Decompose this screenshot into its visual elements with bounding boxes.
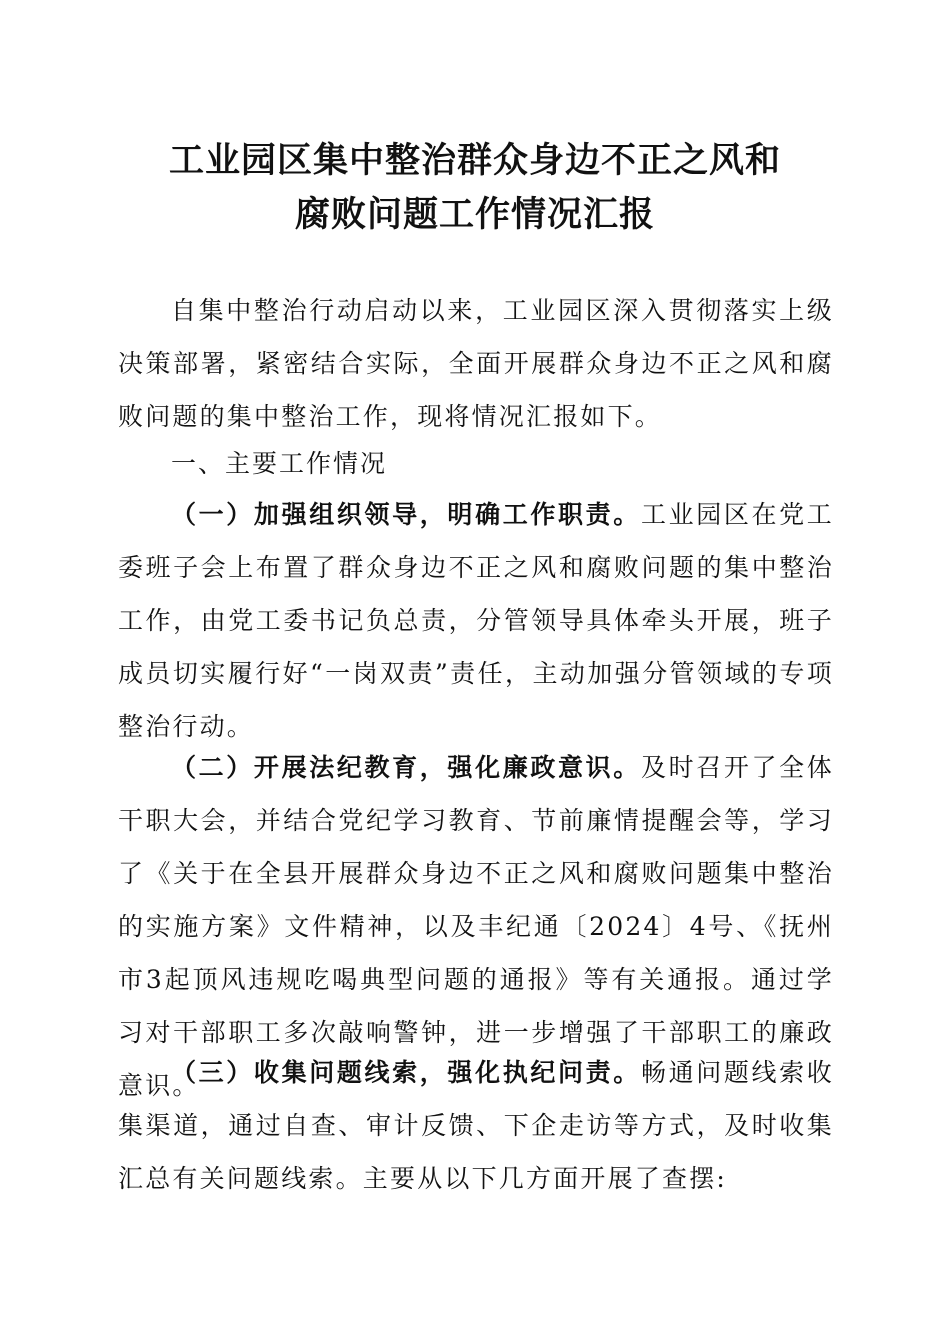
item-3-heading: （三）收集问题线索，强化执纪问责。 [171, 1058, 641, 1087]
item-1-heading: （一）加强组织领导，明确工作职责。 [171, 500, 641, 529]
document-title-line-2: 腐败问题工作情况汇报 [294, 194, 655, 235]
paragraph-item-1 [118, 488, 834, 753]
item-2-body: 及时召开了全体干职大会，并结合党纪学习教育、节前廉情提醒会等，学习了《关于在全县开展群众身边不正之风和腐败问题集中整治的实施方案》文件精神，以及丰纪通〔2024〕4号、《抚州市3起顶风违规吃喝典型问题的通报》等有关通报。通过学习对干部职工多次敲响警钟，进一步增强了干部职工的廉政意识。 [118, 753, 834, 1100]
document-title-line-1: 工业园区集中整治群众身边不正之风和 [168, 140, 781, 181]
item-3-body: 畅通问题线索收集渠道，通过自查、审计反馈、下企走访等方式，及时收集汇总有关问题线索。主要从以下几方面开展了查摆: [118, 1058, 834, 1193]
item-2-heading: （二）开展法纪教育，强化廉政意识。 [171, 753, 641, 782]
paragraph-item-3 [118, 1046, 834, 1205]
item-1-body: 工业园区在党工委班子会上布置了群众身边不正之风和腐败问题的集中整治工作，由党工委书记负总责，分管领导具体牵头开展，班子成员切实履行好“一岗双责”责任，主动加强分管领域的专项整治行动。 [118, 500, 834, 741]
section-heading-main-work: 一、主要工作情况 [171, 449, 388, 478]
intro-paragraph: 自集中整治行动启动以来，工业园区深入贯彻落实上级决策部署，紧密结合实际，全面开展群众身边不正之风和腐败问题的集中整治工作，现将情况汇报如下。 [118, 296, 834, 431]
